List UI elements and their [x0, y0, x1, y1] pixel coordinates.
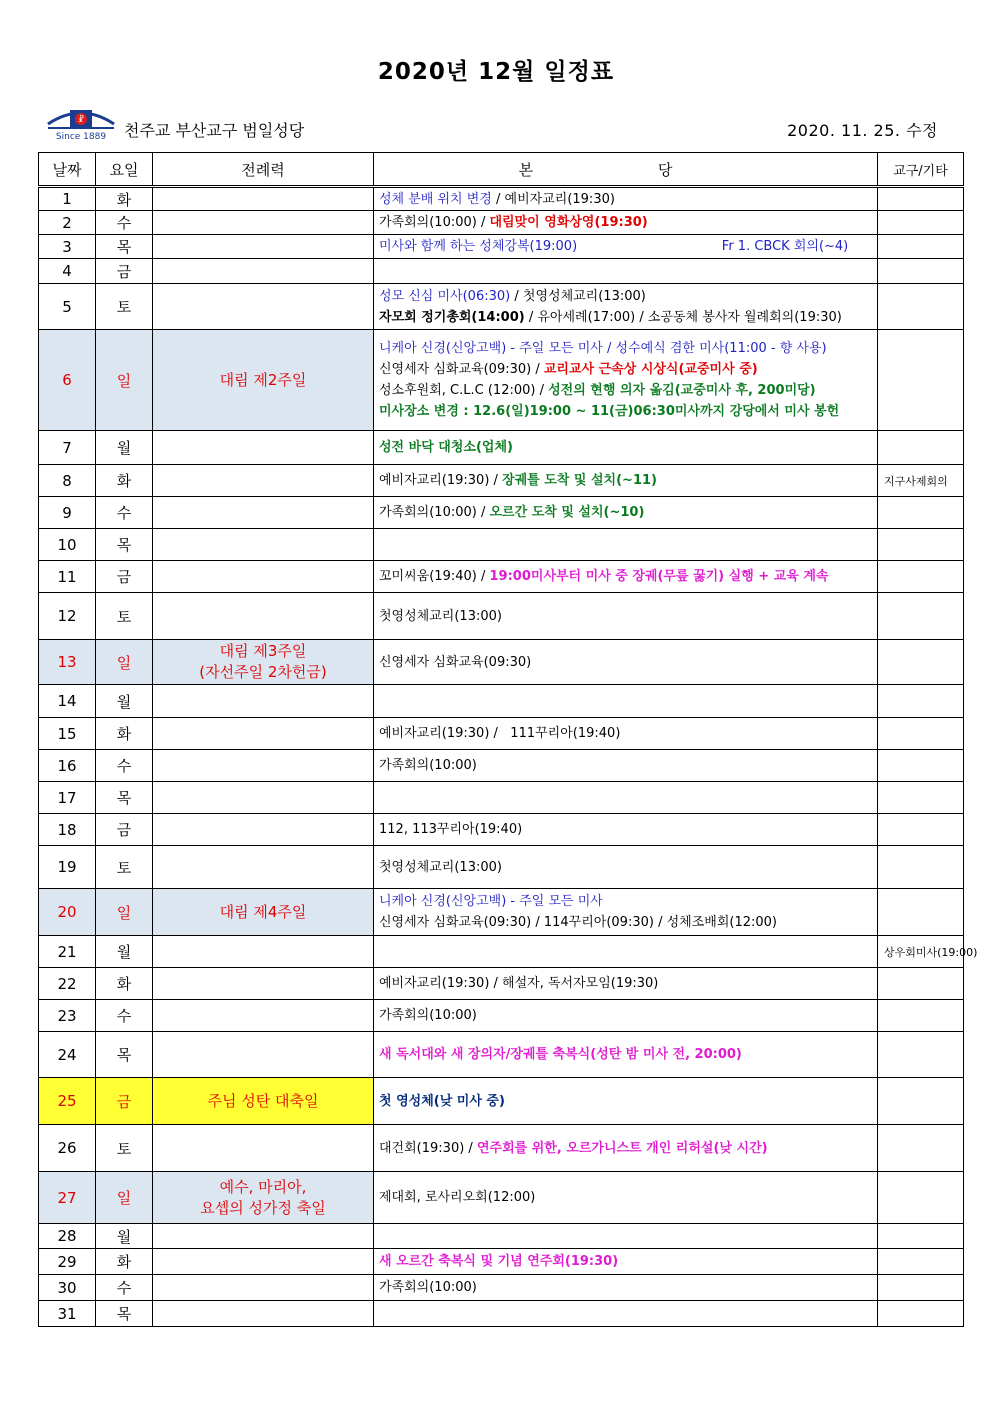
header-liturgy: 전례력	[153, 153, 374, 187]
event-text: 신영세자 심화교육(09:30)	[379, 654, 532, 670]
event-text: 신영세자 심화교육(09:30) /	[379, 362, 544, 377]
diocese-events	[878, 497, 964, 529]
event-text: 새 독서대와 새 장의자/장궤틀 축복식(성탄 밤 미사 전, 20:00)	[379, 1047, 742, 1062]
event-text: /	[464, 1140, 477, 1156]
day-of-week: 수	[96, 1275, 153, 1301]
event-text: 연주회를 위한, 오르가니스트 개인 리허설(낮 시간)	[476, 1140, 768, 1156]
day-number: 18	[39, 814, 96, 846]
event-text: 새 오르간 축복식 및 기념 연주회(19:30)	[379, 1254, 619, 1269]
liturgy-cell	[153, 561, 374, 593]
liturgy-cell	[153, 330, 374, 431]
diocese-events	[878, 284, 964, 330]
day-number: 30	[39, 1275, 96, 1301]
diocese-events	[878, 968, 964, 1000]
event-line	[379, 891, 877, 912]
parish-events	[374, 465, 878, 497]
event-text: 첫영성체교리(13:00)	[379, 608, 502, 624]
event-line	[379, 437, 877, 458]
header-row	[39, 153, 964, 187]
day-number: 13	[39, 640, 96, 685]
event-line	[379, 470, 877, 491]
liturgy-cell	[153, 1078, 374, 1125]
day-number: 27	[39, 1172, 96, 1224]
liturgy-text: (자선주일 2차헌금)	[199, 663, 327, 681]
diocese-events	[878, 814, 964, 846]
event-line	[379, 236, 877, 257]
event-text: 대림맞이 영화상영(19:30)	[489, 215, 648, 230]
day-of-week: 토	[96, 846, 153, 889]
parish-events	[374, 968, 878, 1000]
liturgy-cell	[153, 968, 374, 1000]
event-line	[379, 189, 877, 210]
day-number: 5	[39, 284, 96, 330]
day-number: 29	[39, 1249, 96, 1275]
table-row	[39, 1032, 964, 1078]
table-row	[39, 640, 964, 685]
day-of-week: 화	[96, 718, 153, 750]
event-text: 예비자교리(19:30)	[504, 191, 615, 207]
event-line	[379, 606, 877, 627]
table-row	[39, 259, 964, 284]
liturgy-cell	[153, 685, 374, 718]
diocese-events	[878, 1078, 964, 1125]
parish-events	[374, 1032, 878, 1078]
day-of-week: 금	[96, 814, 153, 846]
event-line	[379, 1138, 877, 1159]
parish-events	[374, 187, 878, 211]
schedule-table	[38, 152, 978, 1327]
diocese-events	[878, 718, 964, 750]
diocese-events	[878, 1224, 964, 1249]
parish-events	[374, 1275, 878, 1301]
event-text: 제대회, 로사리오회(12:00)	[379, 1190, 536, 1205]
day-number: 1	[39, 187, 96, 211]
liturgy-cell	[153, 718, 374, 750]
event-text: 성전 바닥 대청소(업체)	[379, 440, 513, 455]
day-of-week: 화	[96, 465, 153, 497]
event-line	[379, 723, 877, 744]
parish-events	[374, 936, 878, 968]
parish-name: 천주교 부산교구 범일성당	[124, 121, 305, 140]
table-row	[39, 936, 964, 968]
page-title: 2020년 12월 일정표	[377, 59, 615, 85]
event-text: 니케아 신경(신앙고백) - 주일 모든 미사 / 성수예식 겸한 미사(11:00 - 향 사용)	[379, 341, 827, 356]
liturgy-cell	[153, 782, 374, 814]
event-text: 19:00미사부터 미사 중 장궤(무릎 꿇기) 실행 + 교육 계속	[489, 569, 829, 584]
day-of-week: 목	[96, 782, 153, 814]
day-of-week: 일	[96, 889, 153, 936]
parish-logo	[46, 106, 116, 142]
parish-events	[374, 1249, 878, 1275]
table-row	[39, 1172, 964, 1224]
diocese-events	[878, 1000, 964, 1032]
header-diocese: 교구/기타	[878, 153, 964, 187]
table-row	[39, 814, 964, 846]
liturgy-cell	[153, 1125, 374, 1172]
event-line	[379, 286, 877, 307]
svg-text:☧: ☧	[77, 115, 85, 124]
event-line	[379, 307, 877, 328]
day-of-week: 수	[96, 750, 153, 782]
liturgy-cell	[153, 235, 374, 259]
event-text: 자모회 정기총회(14:00)	[379, 309, 525, 325]
parish-events	[374, 718, 878, 750]
event-line	[379, 857, 877, 878]
event-line	[379, 1251, 877, 1272]
liturgy-cell	[153, 846, 374, 889]
day-number: 31	[39, 1301, 96, 1327]
day-of-week: 금	[96, 259, 153, 284]
liturgy-cell	[153, 1275, 374, 1301]
diocese-events	[878, 782, 964, 814]
event-line	[379, 1187, 877, 1208]
parish-events	[374, 284, 878, 330]
day-number: 17	[39, 782, 96, 814]
day-of-week: 화	[96, 1249, 153, 1275]
liturgy-text: 대림 제4주일	[219, 902, 307, 921]
parish-events	[374, 1301, 878, 1327]
event-text: Fr 1. CBCK 회의(~4)	[577, 239, 849, 254]
table-row	[39, 235, 964, 259]
parish-events	[374, 431, 878, 465]
event-line	[379, 380, 877, 401]
day-of-week: 금	[96, 561, 153, 593]
event-line	[379, 359, 877, 380]
liturgy-cell	[153, 284, 374, 330]
day-number: 25	[39, 1078, 96, 1125]
logo-text: Since 1889	[55, 132, 107, 142]
day-of-week: 목	[96, 1301, 153, 1327]
event-text: /	[489, 473, 503, 488]
event-text: /	[510, 288, 523, 304]
diocese-events	[878, 640, 964, 685]
liturgy-cell	[153, 1301, 374, 1327]
table-row	[39, 889, 964, 936]
table-row	[39, 497, 964, 529]
table-row	[39, 718, 964, 750]
diocese-events	[878, 211, 964, 235]
day-number: 14	[39, 685, 96, 718]
day-of-week: 월	[96, 936, 153, 968]
event-line	[379, 912, 877, 933]
parish-events	[374, 1125, 878, 1172]
parish-events	[374, 1172, 878, 1224]
event-text: 첫영성체교리(13:00)	[379, 859, 502, 875]
day-of-week: 토	[96, 593, 153, 640]
day-number: 4	[39, 259, 96, 284]
liturgy-cell	[153, 465, 374, 497]
day-of-week: 일	[96, 640, 153, 685]
day-of-week: 화	[96, 187, 153, 211]
event-line	[379, 502, 877, 523]
diocese-events	[878, 1301, 964, 1327]
table-row	[39, 846, 964, 889]
diocese-events	[878, 259, 964, 284]
day-of-week: 수	[96, 497, 153, 529]
day-number: 23	[39, 1000, 96, 1032]
table-row	[39, 1249, 964, 1275]
parish-events	[374, 235, 878, 259]
liturgy-text: 대림 제2주일	[219, 370, 307, 389]
diocese-events: 지구사제회의	[878, 465, 964, 497]
diocese-events	[878, 1172, 964, 1224]
header-dow: 요일	[96, 153, 153, 187]
diocese-events	[878, 235, 964, 259]
event-text: 첫영성체교리(13:00)	[522, 288, 646, 304]
liturgy-cell	[153, 259, 374, 284]
diocese-events: 상우회미사(19:00)	[878, 936, 964, 968]
day-of-week: 토	[96, 1125, 153, 1172]
day-number: 3	[39, 235, 96, 259]
event-line	[379, 338, 877, 359]
parish-events	[374, 1000, 878, 1032]
table-row	[39, 561, 964, 593]
parish-events	[374, 782, 878, 814]
day-of-week: 토	[96, 284, 153, 330]
day-number: 20	[39, 889, 96, 936]
header-parish: 본 당	[374, 153, 878, 187]
header-date: 날짜	[39, 153, 96, 187]
event-text: 가족회의(10:00)	[379, 1280, 477, 1295]
table-row	[39, 782, 964, 814]
liturgy-cell	[153, 1032, 374, 1078]
parish-events	[374, 497, 878, 529]
parish-events	[374, 889, 878, 936]
day-number: 16	[39, 750, 96, 782]
liturgy-text: 대림 제3주일	[219, 642, 307, 660]
event-text: /	[476, 569, 490, 584]
liturgy-text: 예수, 마리아,	[219, 1177, 307, 1196]
table-row	[39, 1078, 964, 1125]
diocese-events	[878, 561, 964, 593]
day-number: 22	[39, 968, 96, 1000]
day-number: 7	[39, 431, 96, 465]
day-number: 12	[39, 593, 96, 640]
event-text: 미사와 함께 하는 성체강복(19:00)	[379, 239, 578, 254]
table-row	[39, 465, 964, 497]
diocese-events	[878, 1249, 964, 1275]
table-row	[39, 1224, 964, 1249]
parish-events	[374, 330, 878, 431]
event-text: /	[476, 505, 490, 520]
parish-events	[374, 561, 878, 593]
event-text: 가족회의(10:00)	[379, 1008, 477, 1023]
revised-date: 2020. 11. 25. 수정	[787, 121, 938, 140]
parish-events	[374, 259, 878, 284]
liturgy-cell	[153, 1172, 374, 1224]
liturgy-cell	[153, 814, 374, 846]
event-line	[379, 819, 877, 840]
diocese-events	[878, 889, 964, 936]
liturgy-cell	[153, 750, 374, 782]
table-row	[39, 284, 964, 330]
parish-events	[374, 529, 878, 561]
table-row	[39, 750, 964, 782]
table-row	[39, 593, 964, 640]
event-text: 오르간 도착 및 설치(~10)	[489, 505, 645, 520]
day-number: 9	[39, 497, 96, 529]
day-of-week: 일	[96, 330, 153, 431]
day-of-week: 월	[96, 431, 153, 465]
event-text: 가족회의(10:00)	[379, 215, 477, 230]
event-line	[379, 755, 877, 776]
parish-events	[374, 814, 878, 846]
parish-events	[374, 640, 878, 685]
day-number: 2	[39, 211, 96, 235]
event-line	[379, 401, 877, 422]
parish-events	[374, 685, 878, 718]
table-row	[39, 1000, 964, 1032]
event-text: 112, 113꾸리아(19:40)	[379, 822, 523, 837]
diocese-events	[878, 846, 964, 889]
diocese-events	[878, 685, 964, 718]
diocese-events	[878, 1275, 964, 1301]
event-text: 니케아 신경(신앙고백) - 주일 모든 미사	[379, 894, 603, 909]
diocese-events	[878, 1125, 964, 1172]
table-row	[39, 968, 964, 1000]
liturgy-cell	[153, 529, 374, 561]
day-number: 26	[39, 1125, 96, 1172]
event-line	[379, 652, 877, 673]
day-of-week: 수	[96, 211, 153, 235]
event-line	[379, 1044, 877, 1065]
day-of-week: 금	[96, 1078, 153, 1125]
day-number: 10	[39, 529, 96, 561]
table-row	[39, 1125, 964, 1172]
liturgy-text: 요셉의 성가정 축일	[200, 1198, 326, 1217]
day-number: 24	[39, 1032, 96, 1078]
day-of-week: 목	[96, 1032, 153, 1078]
table-row	[39, 187, 964, 211]
liturgy-cell	[153, 936, 374, 968]
day-of-week: 수	[96, 1000, 153, 1032]
day-number: 6	[39, 330, 96, 431]
liturgy-text: 주님 성탄 대축일	[207, 1091, 319, 1110]
liturgy-cell	[153, 593, 374, 640]
event-text: 예비자교리(19:30) / 해설자, 독서자모임(19:30)	[379, 976, 659, 991]
diocese-events	[878, 330, 964, 431]
liturgy-cell	[153, 640, 374, 685]
parish-events	[374, 750, 878, 782]
event-text: 성체 분배 위치 변경	[379, 191, 492, 207]
event-text: / 유아세례(17:00) / 소공동체 봉사자 월례회의(19:30)	[524, 309, 842, 325]
event-line	[379, 973, 877, 994]
diocese-events	[878, 187, 964, 211]
liturgy-cell	[153, 1249, 374, 1275]
day-of-week: 월	[96, 685, 153, 718]
liturgy-cell	[153, 1000, 374, 1032]
liturgy-cell	[153, 211, 374, 235]
event-line	[379, 1091, 877, 1112]
table-row	[39, 1301, 964, 1327]
day-number: 21	[39, 936, 96, 968]
liturgy-cell	[153, 187, 374, 211]
parish-events	[374, 211, 878, 235]
diocese-events	[878, 593, 964, 640]
event-text: /	[491, 191, 505, 207]
day-of-week: 화	[96, 968, 153, 1000]
event-text: 장궤틀 도착 및 설치(~11)	[502, 473, 657, 488]
liturgy-cell	[153, 497, 374, 529]
liturgy-cell	[153, 1224, 374, 1249]
diocese-events	[878, 750, 964, 782]
table-row	[39, 529, 964, 561]
event-text: 성전의 현행 의자 옮김(교중미사 후, 200미당)	[548, 383, 816, 398]
day-number: 19	[39, 846, 96, 889]
event-line	[379, 566, 877, 587]
day-number: 11	[39, 561, 96, 593]
event-line	[379, 1277, 877, 1298]
event-text: 가족회의(10:00)	[379, 505, 477, 520]
event-text: 예비자교리(19:30) / 111꾸리아(19:40)	[379, 726, 621, 741]
parish-events	[374, 593, 878, 640]
event-text: 대건회(19:30)	[379, 1140, 465, 1156]
event-text: 성소후원회, C.L.C (12:00) /	[379, 383, 549, 398]
day-number: 28	[39, 1224, 96, 1249]
table-row	[39, 330, 964, 431]
event-text: 예비자교리(19:30)	[379, 473, 490, 488]
event-text: /	[476, 215, 490, 230]
parish-events	[374, 846, 878, 889]
event-text: 첫 영성체(낮 미사 중)	[379, 1093, 505, 1109]
event-text: 가족회의(10:00)	[379, 758, 477, 773]
day-of-week: 월	[96, 1224, 153, 1249]
event-line	[379, 212, 877, 233]
parish-events	[374, 1078, 878, 1125]
day-number: 15	[39, 718, 96, 750]
parish-events	[374, 1224, 878, 1249]
table-row	[39, 685, 964, 718]
table-row	[39, 431, 964, 465]
day-number: 8	[39, 465, 96, 497]
day-of-week: 목	[96, 529, 153, 561]
diocese-events	[878, 431, 964, 465]
diocese-events	[878, 529, 964, 561]
day-of-week: 일	[96, 1172, 153, 1224]
liturgy-cell	[153, 889, 374, 936]
event-text: 신영세자 심화교육(09:30) / 114꾸리아(09:30) / 성체조배회(12:00)	[379, 915, 777, 930]
event-text: 꼬미씨움(19:40)	[379, 569, 477, 584]
event-text: 교리교사 근속상 시상식(교중미사 중)	[543, 362, 758, 377]
schedule-body	[39, 187, 978, 1327]
table-row	[39, 1275, 964, 1301]
event-text: 성모 신심 미사(06:30)	[379, 288, 511, 304]
event-text: 미사장소 변경 : 12.6(일)19:00 ~ 11(금)06:30미사까지 강당에서 미사 봉헌	[379, 404, 840, 419]
liturgy-cell	[153, 431, 374, 465]
table-row	[39, 211, 964, 235]
event-line	[379, 1005, 877, 1026]
diocese-events	[878, 1032, 964, 1078]
day-of-week: 목	[96, 235, 153, 259]
